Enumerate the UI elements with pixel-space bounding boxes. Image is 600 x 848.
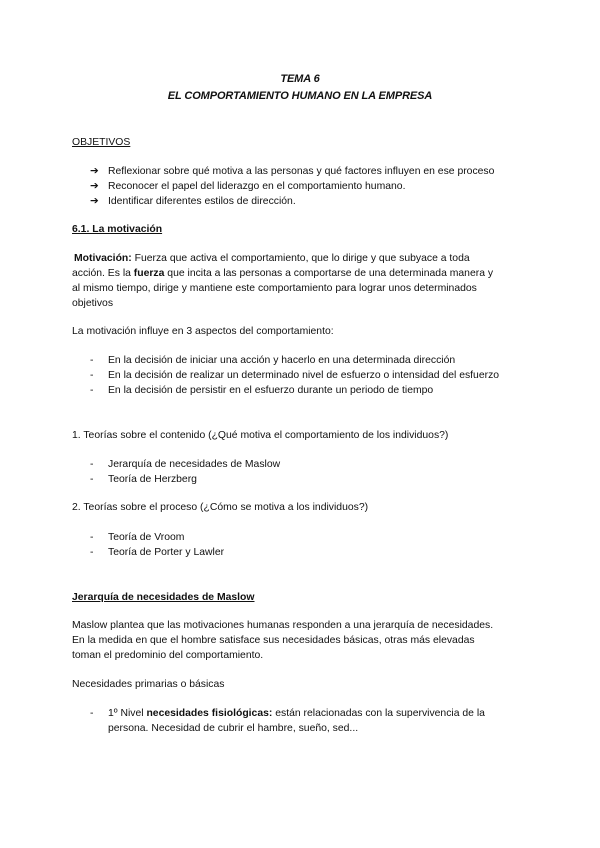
page-title: EL COMPORTAMIENTO HUMANO EN LA EMPRESA	[167, 90, 433, 102]
list-item: - En la decisión de realizar un determinado nivel de esfuerzo o intensidad del esfuerzo	[90, 370, 500, 381]
theories-process-heading: 2. Teorías sobre el proceso (¿Cómo se motiva a los individuos?)	[72, 502, 369, 513]
list-item: - 1º Nivel necesidades fisiológicas: están relacionadas con la supervivencia de la	[90, 708, 485, 719]
objetivos-heading: OBJETIVOS	[72, 137, 131, 148]
arrow-bullet-icon: ➔	[90, 166, 99, 177]
maslow-para-line-2: En la medida en que el hombre satisface sus necesidades básicas, otras más elevadas	[72, 635, 475, 646]
objetivo-item: ➔ Identificar diferentes estilos de dirección.	[90, 196, 296, 207]
list-item: - Teoría de Porter y Lawler	[90, 547, 225, 558]
list-item: - En la decisión de iniciar una acción y hacerlo en una determinada dirección	[90, 355, 456, 366]
list-item: - Teoría de Herzberg	[90, 474, 197, 485]
list-item: - Teoría de Vroom	[90, 532, 185, 543]
arrow-bullet-icon: ➔	[90, 196, 99, 207]
maslow-para-line-1: Maslow plantea que las motivaciones humanas responden a una jerarquía de necesidades.	[72, 620, 494, 631]
section-heading-motivacion: 6.1. La motivación	[72, 224, 163, 235]
list-item: - Jerarquía de necesidades de Maslow	[90, 459, 281, 470]
tema-label: TEMA 6	[280, 73, 320, 85]
arrow-bullet-icon: ➔	[90, 181, 99, 192]
theories-content-heading: 1. Teorías sobre el contenido (¿Qué motiva el comportamiento de los individuos?)	[72, 430, 449, 441]
primary-needs-heading: Necesidades primarias o básicas	[72, 679, 225, 690]
maslow-para-line-3: toman el predominio del comportamiento.	[72, 650, 264, 661]
aspects-intro: La motivación influye en 3 aspectos del comportamiento:	[72, 326, 334, 337]
definition-line-1: Motivación: Fuerza que activa el comportamiento, que lo dirige y que subyace a toda	[74, 253, 470, 264]
section-heading-maslow: Jerarquía de necesidades de Maslow	[72, 592, 255, 603]
objetivo-item: ➔ Reflexionar sobre qué motiva a las personas y qué factores influyen en ese proceso	[90, 166, 495, 177]
objetivo-item: ➔ Reconocer el papel del liderazgo en el comportamiento humano.	[90, 181, 406, 192]
definition-line-3: al mismo tiempo, dirige y mantiene este comportamiento para lograr unos determinados	[72, 283, 477, 294]
definition-line-2: acción. Es la fuerza que incita a las personas a comportarse de una determinada manera y	[72, 268, 494, 279]
definition-term: Motivación:	[74, 253, 132, 264]
definition-line-4: objetivos	[72, 298, 114, 309]
level1-line-2: persona. Necesidad de cubrir el hambre, sueño, sed...	[108, 723, 359, 734]
list-item: - En la decisión de persistir en el esfuerzo durante un periodo de tiempo	[90, 385, 434, 396]
